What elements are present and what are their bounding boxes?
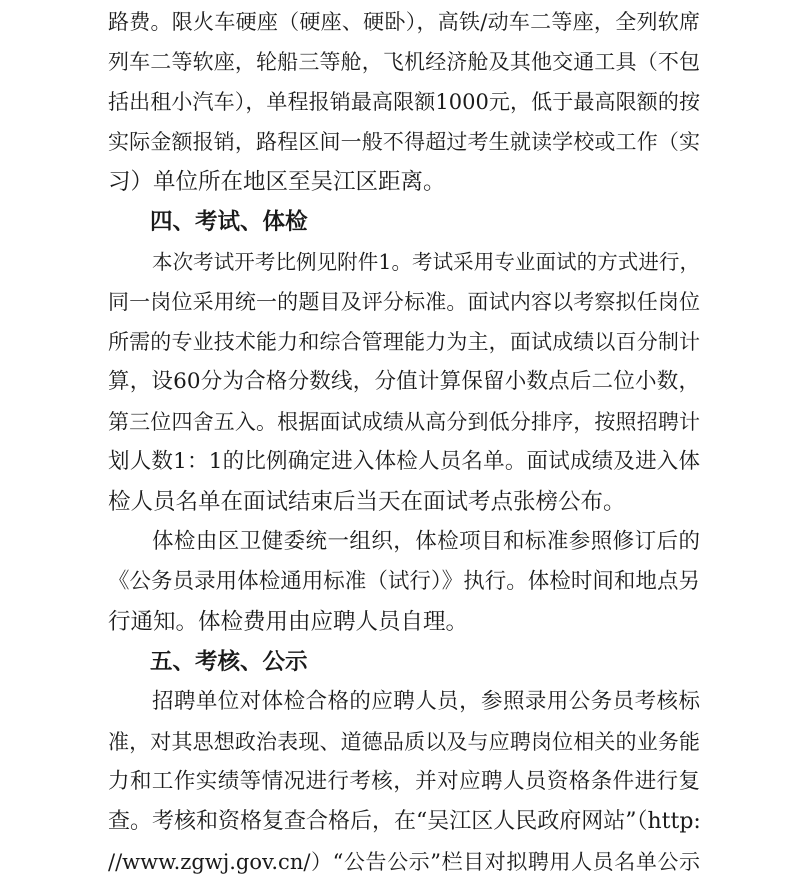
paragraph-line: 第三位四舍五入。根据面试成绩从高分到低分排序，按照招聘计 bbox=[108, 410, 700, 434]
paragraph-line: 准，对其思想政治表现、道德品质以及与应聘岗位相关的业务能 bbox=[108, 730, 700, 754]
paragraph-line: 力和工作实绩等情况进行考核，并对应聘人员资格条件进行复 bbox=[108, 769, 700, 794]
paragraph-line: 所需的专业技术能力和综合管理能力为主，面试成绩以百分制计 bbox=[108, 330, 700, 354]
paragraph-line: 列车二等软座，轮船三等舱，飞机经济舱及其他交通工具（不包 bbox=[108, 50, 700, 74]
section-heading: 四、考试、体检 bbox=[150, 209, 308, 235]
paragraph-line: 检人员名单在面试结束后当天在面试考点张榜公布。 bbox=[108, 489, 626, 515]
paragraph-line: //www.zgwj.gov.cn/）“公告公示”栏目对拟聘用人员名单公示 bbox=[108, 850, 700, 874]
paragraph-line: 同一岗位采用统一的题目及评分标准。面试内容以考察拟任岗位 bbox=[108, 290, 700, 314]
paragraph-line: 习）单位所在地区至吴江区距离。 bbox=[108, 169, 446, 195]
paragraph-line: 本次考试开考比例见附件1。考试采用专业面试的方式进行， bbox=[152, 250, 700, 274]
paragraph-line: 划人数1：1的比例确定进入体检人员名单。面试成绩及进入体 bbox=[108, 449, 700, 474]
paragraph-line: 体检由区卫健委统一组织，体检项目和标准参照修订后的 bbox=[152, 529, 700, 554]
paragraph-line: 算，设60分为合格分数线，分值计算保留小数点后二位小数， bbox=[108, 369, 700, 394]
paragraph-line: 招聘单位对体检合格的应聘人员，参照录用公务员考核标 bbox=[152, 689, 700, 714]
paragraph-line: 《公务员录用体检通用标准（试行）》执行。体检时间和地点另 bbox=[108, 569, 700, 594]
paragraph-line: 括出租小汽车），单程报销最高限额1000元，低于最高限额的按 bbox=[108, 90, 700, 114]
paragraph-line: 路费。限火车硬座（硬座、硬卧），高铁/动车二等座，全列软席 bbox=[108, 10, 700, 34]
section-heading: 五、考核、公示 bbox=[150, 649, 308, 675]
paragraph-line: 查。考核和资格复查合格后，在“吴江区人民政府网站”（http: bbox=[108, 809, 701, 834]
paragraph-line: 行通知。体检费用由应聘人员自理。 bbox=[108, 609, 469, 635]
paragraph-line: 实际金额报销，路程区间一般不得超过考生就读学校或工作（实 bbox=[108, 130, 700, 154]
